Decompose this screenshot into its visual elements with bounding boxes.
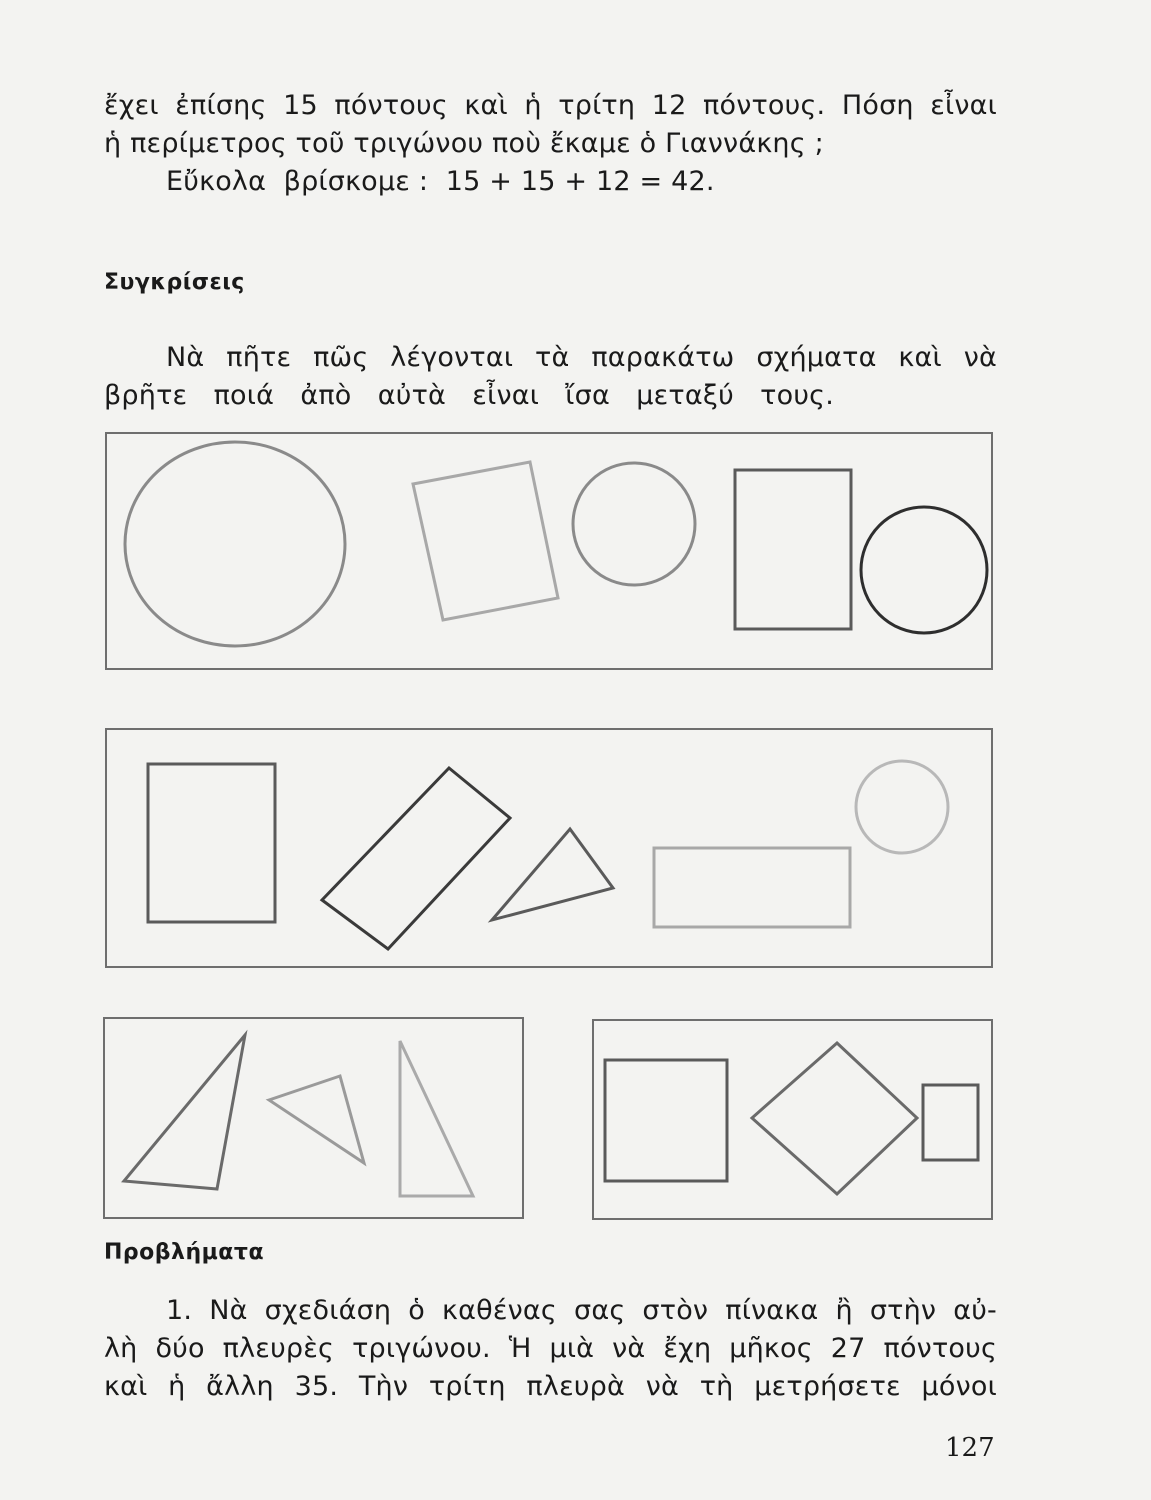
problems-line-2: λὴ δύο πλευρὲς τριγώνου. Ἡ μιὰ νὰ ἔχη μῆκος 27 πόντους: [104, 1333, 997, 1364]
problems-line-3: καὶ ἡ ἄλλη 35. Τὴν τρίτη πλευρὰ νὰ τὴ μετρήσετε μόνοι: [104, 1371, 997, 1402]
dark-circle: [861, 507, 987, 633]
square-1: [605, 1060, 727, 1181]
triangle-1: [124, 1035, 245, 1189]
tilted-rectangle: [413, 462, 558, 620]
intro-line-3: Εὔκολα βρίσκομε : 15 + 15 + 12 = 42.: [166, 166, 715, 197]
comparisons-line-1: Νὰ πῆτε πῶς λέγονται τὰ παρακάτω σχήματα καὶ νὰ: [166, 342, 997, 373]
triangle-2: [269, 1076, 364, 1163]
large-circle: [125, 442, 345, 646]
upright-rectangle-2: [148, 764, 275, 922]
small-triangle: [492, 829, 613, 920]
medium-circle: [573, 463, 695, 585]
page-number: 127: [945, 1433, 995, 1463]
faint-circle: [856, 761, 948, 853]
problems-line-1: 1. Νὰ σχεδιάση ὁ καθένας σας στὸν πίνακα ἢ στὴν αὐ-: [166, 1295, 997, 1326]
triangle-3: [400, 1041, 473, 1196]
section-heading-comparisons: Συγκρίσεις: [104, 270, 245, 295]
small-rectangle: [923, 1085, 978, 1160]
wide-rectangle: [654, 848, 850, 927]
section-heading-problems: Προβλήματα: [104, 1240, 265, 1265]
diagonal-rectangle: [322, 768, 510, 949]
intro-line-2: ἡ περίμετρος τοῦ τριγώνου ποὺ ἔκαμε ὁ Γιαννάκης ;: [104, 128, 824, 159]
diamond-square: [752, 1043, 917, 1194]
upright-rectangle: [735, 470, 851, 629]
intro-line-1: ἔχει ἐπίσης 15 πόντους καὶ ἡ τρίτη 12 πόντους. Πόση εἶναι: [104, 90, 997, 121]
comparisons-line-2: βρῆτε ποιά ἀπὸ αὐτὰ εἶναι ἴσα μεταξύ τους.: [104, 380, 834, 411]
